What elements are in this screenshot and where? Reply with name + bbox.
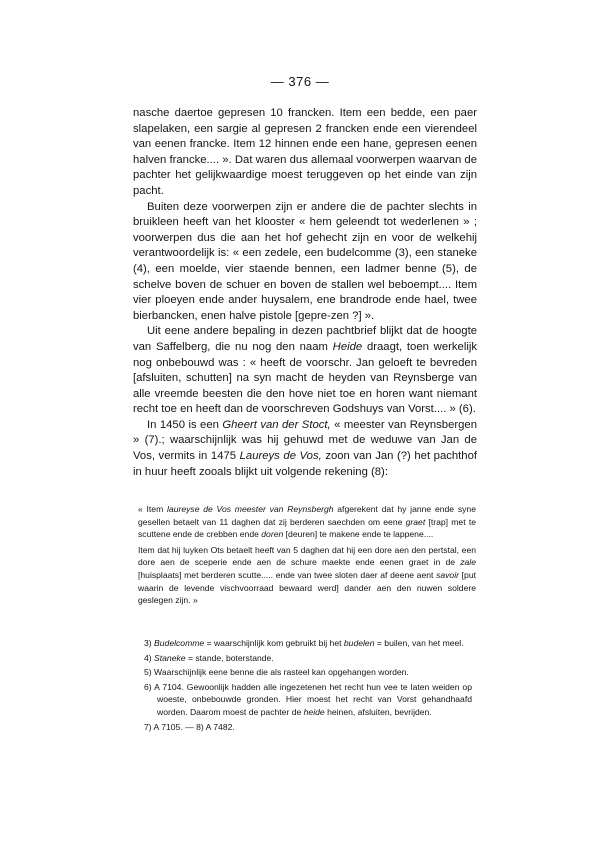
- italic-text: graet: [405, 516, 426, 527]
- text-run: afgerekent dat hy janne ende syne gesellen betaelt van 11 daghen dat zij berderen saechden om eene: [138, 504, 476, 527]
- italic-text: Gheert van der Stoct,: [222, 418, 331, 431]
- text-run: = builen, van het meel.: [374, 638, 464, 648]
- footnote: [144, 652, 472, 665]
- text-run: = stande, boterstande.: [185, 652, 274, 663]
- text-run: draagt, toen werkelijk nog onbebouwd was : « heeft de voorschr. Jan geloeft te bevreden [afsluiten, schutten] na syn macht de heyden van Reynsberge van alle vreemde beesten die den hove niet toe en horen want niemant recht toe en heeft dan de voorschreven Godshuys van Vorst.... » (6).: [133, 340, 477, 416]
- italic-text: Staneke: [154, 652, 186, 663]
- paragraph: [133, 200, 477, 325]
- footnote: [144, 637, 472, 650]
- text-run: Uit eene andere bepaling in dezen pachtbrief blijkt dat de hoogte van Saffelberg, die nu nog den naam: [133, 325, 477, 353]
- paragraph: [133, 418, 477, 480]
- italic-text: budelen: [343, 638, 375, 648]
- footnotes: [144, 637, 472, 735]
- text-run: = waarschijnlijk kom gebruikt bij het: [204, 638, 344, 648]
- text-run: 7) A 7105. — 8) A 7482.: [144, 721, 235, 732]
- text-run: In 1450 is een: [147, 418, 223, 431]
- italic-text: heide: [303, 706, 325, 717]
- text-run: « meester van Reynsbergen » (7).; waarschijnlijk was hij gehuwd met de weduwe van Jan de Vos, vermits in 1475: [133, 418, 477, 463]
- paragraph: [133, 106, 477, 200]
- text-run: « Item: [138, 504, 167, 514]
- italic-text: Budelcomme: [154, 638, 205, 648]
- text-run: [trap] met te scuttene ende de crebben ende: [138, 516, 476, 540]
- footnote: [144, 721, 472, 734]
- italic-text: laureyse de Vos meester van Reynsbergh: [167, 504, 334, 514]
- body-text: [133, 106, 477, 480]
- text-run: zoon van Jan (?) het pachthof in huur heeft zooals blijkt uit volgende rekening (8):: [133, 450, 478, 478]
- footnote: [144, 666, 472, 679]
- page-number: — 376 —: [270, 74, 330, 89]
- text-run: 4): [144, 652, 155, 663]
- text-run: 3): [144, 638, 155, 648]
- text-run: 5) Waarschijnlijk eene benne die als rasteel kan opgehangen worden.: [144, 667, 409, 678]
- text-run: [huisplaats] met berderen scutte..... ende van twee sloten daer af deene aent: [138, 569, 437, 580]
- italic-text: doren: [261, 529, 284, 540]
- italic-text: zale: [460, 557, 476, 568]
- quote-paragraph: [138, 544, 476, 607]
- italic-text: Laureys de Vos,: [239, 450, 322, 463]
- footnote: [144, 681, 472, 719]
- text-run: [deuren] te makene ende te lappene....: [283, 529, 434, 540]
- text-run: nasche daertoe gepresen 10 francken. Item een bedde, een paer slapelaken, een sargie al gepresen 2 francken ende een vierendeel van eenen francke. Item 12 hinnen ende een hane, gepresen eenen halven francke.... ». Dat waren dus allemaal voorwerpen waarvan de pachter het gelijkwaardige moest teruggeven op het einde van zijn pacht.: [133, 107, 477, 197]
- italic-text: savoir: [436, 569, 459, 580]
- text-run: 6) A 7104. Gewoonlijk hadden alle ingezetenen het recht hun vee te laten weiden op woeste, onbebouwde gronden. Hier moest het recht van Vorst gehandhaafd worden. Daarom moest de pachter de: [144, 681, 472, 717]
- italic-text: Heide: [332, 340, 363, 353]
- archival-quote: [138, 503, 476, 607]
- paragraph: [133, 324, 477, 418]
- text-run: Buiten deze voorwerpen zijn er andere die de pachter slechts in bruikleen heeft van het klooster « hem geleendt tot wederlenen » ; voorwerpen dus die aan het hof gehecht zijn en voor de welkehij verantwoordelijk is: « een zedele, een budelcomme (3), een staneke (4), een moelde, vier staende bennen, een ladmer benne (5), de schelve boven de schuer en boven de stallen wel beboempt.... Item vier ploeyen ende ander huysalem, ene brandrode ende hael, twee bierbancken, enen halve pistole [gepre-zen ?] ».: [133, 200, 477, 322]
- quote-paragraph: [138, 503, 476, 541]
- text-run: [put waarin de levende vischvoorraad bewaard werd] dander aen den nuwen soldere geslegen zijn. »: [138, 569, 476, 606]
- text-run: heinen, afsluiten, bevrijden.: [324, 706, 432, 717]
- text-run: Item dat hij luyken Ots betaelt heeft van 5 daghen dat hij een dore aen den pertstal, een dore aen de sceperie ende aen de schure maekte ende eenen graet in de: [138, 544, 476, 568]
